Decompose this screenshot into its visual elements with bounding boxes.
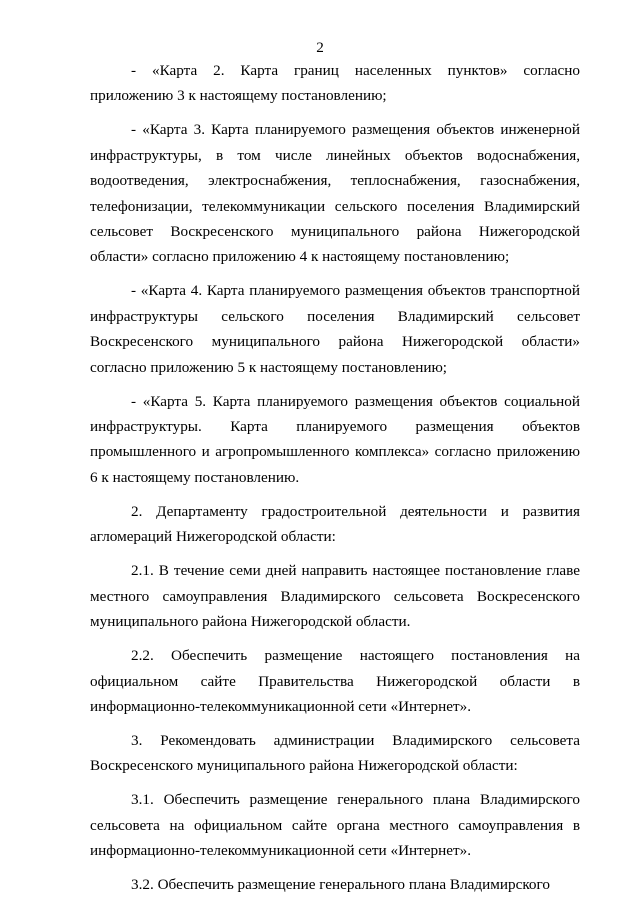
paragraph-map-3: - «Карта 3. Карта планируемого размещения объектов инженерной инфраструктуры, в том числе линейных объектов водоснабжения, водоотведения, электроснабжения, теплоснабжения, газоснабжения, телефонизации, телекоммуникации сельского поселения Владимирский сельсовет Воскресенского муниципального района Нижегородской области» согласно приложению 4 к настоящему постановлению; — [90, 121, 580, 266]
paragraph-item-3: 3. Рекомендовать администрации Владимирского сельсовета Воскресенского муниципального района Нижегородской области: — [90, 731, 580, 775]
paragraph-item-3-2: 3.2. Обеспечить размещение генерального плана Владимирского — [131, 876, 550, 894]
paragraph-item-3-1: 3.1. Обеспечить размещение генерального плана Владимирского сельсовета на официальном сайте органа местного самоуправления в информационно-телекоммуникационной сети «Интернет». — [90, 791, 580, 860]
paragraph-item-2: 2. Департаменту градостроительной деятельности и развития агломераций Нижегородской области: — [90, 502, 580, 546]
paragraph-map-5: - «Карта 5. Карта планируемого размещения объектов социальной инфраструктуры. Карта планируемого размещения объектов промышленного и агропромышленного комплекса» согласно приложению 6 к настоящему постановлению. — [90, 392, 580, 486]
paragraph-map-4: - «Карта 4. Карта планируемого размещения объектов транспортной инфраструктуры сельского поселения Владимирский сельсовет Воскресенского муниципального района Нижегородской области» согласно приложению 5 к настоящему постановлению; — [90, 282, 580, 376]
paragraph-item-2-1: 2.1. В течение семи дней направить настоящее постановление главе местного самоуправления Владимирского сельсовета Воскресенского муниципального района Нижегородской области. — [90, 562, 580, 631]
paragraph-item-2-2: 2.2. Обеспечить размещение настоящего постановления на официальном сайте Правительства Нижегородской области в информационно-телекоммуникационной сети «Интернет». — [90, 647, 580, 715]
page-number: 2 — [316, 39, 324, 56]
paragraph-map-2: - «Карта 2. Карта границ населенных пунктов» согласно приложению 3 к настоящему постановлению; — [90, 62, 580, 105]
document-body — [90, 58, 580, 906]
